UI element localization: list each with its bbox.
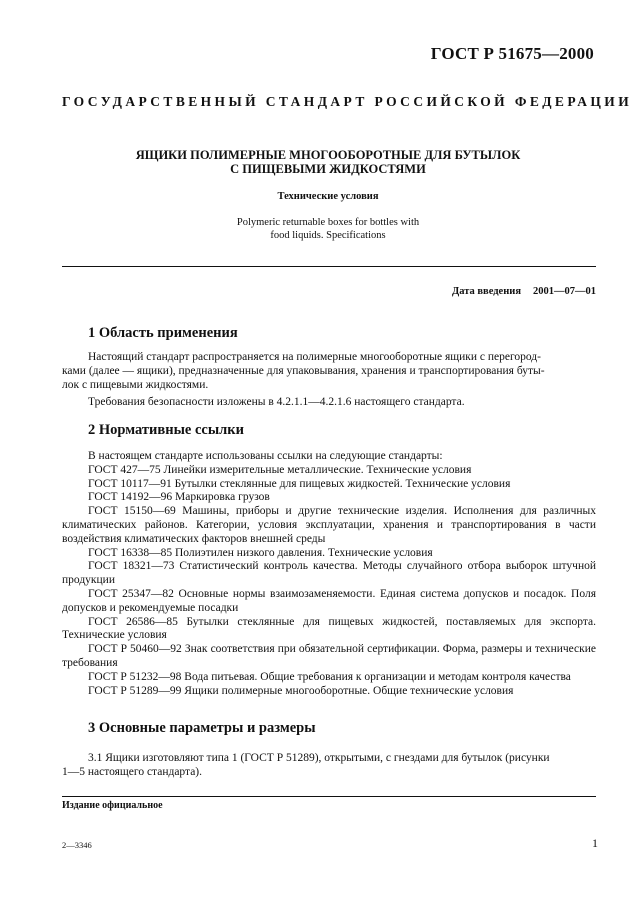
reference-item: ГОСТ Р 51289—99 Ящики полимерные многооборотные. Общие технические условия <box>88 684 514 697</box>
reference-item: ГОСТ 16338—85 Полиэтилен низкого давления. Технические условия <box>88 546 433 559</box>
english-title-line-2: food liquids. Specifications <box>270 230 386 241</box>
introduction-date-value: 2001—07—01 <box>533 286 596 297</box>
text-line: лок с пищевыми жидкостями. <box>62 378 209 391</box>
title-line-2: С ПИЩЕВЫМИ ЖИДКОСТЯМИ <box>230 162 426 176</box>
reference-item: ГОСТ 26586—85 Бутылки стеклянные для пищевых жидкостей, поставляемых для экспорта. Технические условия <box>62 615 596 642</box>
reference-item: ГОСТ 14192—96 Маркировка грузов <box>88 491 270 504</box>
section-3-heading: 3 Основные параметры и размеры <box>88 720 316 736</box>
bottom-divider <box>62 796 596 797</box>
reference-item: ГОСТ 18321—73 Статистический контроль качества. Методы случайного отбора выборок штучной продукции <box>62 560 596 587</box>
text-line: Требования безопасности изложены в 4.2.1.1—4.2.1.6 настоящего стандарта. <box>88 396 465 408</box>
reference-item: ГОСТ 15150—69 Машины, приборы и другие технические изделия. Исполнения для различных климатических районов. Категории, условия эксплуатации, хранения и транспортирования в части воздействия климатических факторов внешней среды <box>62 505 596 545</box>
introduction-date-label: Дата введения <box>452 286 521 297</box>
introduction-date <box>452 286 596 297</box>
document-code: ГОСТ Р 51675—2000 <box>430 44 594 63</box>
title-line-1: ЯЩИКИ ПОЛИМЕРНЫЕ МНОГООБОРОТНЫЕ ДЛЯ БУТЫЛОК <box>135 148 521 162</box>
reference-item: ГОСТ Р 51232—98 Вода питьевая. Общие требования к организации и методам контроля качества <box>88 670 571 683</box>
page-number: 1 <box>592 836 598 850</box>
reference-item: ГОСТ 25347—82 Основные нормы взаимозаменяемости. Единая система допусков и посадок. Поля допусков и рекомендуемые посадки <box>62 587 596 614</box>
reference-item: ГОСТ 427—75 Линейки измерительные металлические. Технические условия <box>88 463 472 476</box>
text-line: ками (далее — ящики), предназначенные для упаковывания, хранения и транспортирования буты- <box>62 364 545 377</box>
top-divider <box>62 266 596 267</box>
english-title-line-1: Polymeric returnable boxes for bottles with <box>236 217 420 228</box>
section-1-heading: 1 Область применения <box>88 325 238 341</box>
agency-header: ГОСУДАРСТВЕННЫЙ СТАНДАРТ РОССИЙСКОЙ ФЕДЕРАЦИИ <box>62 94 633 109</box>
normative-references-list <box>62 450 596 698</box>
reference-item: ГОСТ 10117—91 Бутылки стеклянные для пищевых жидкостей. Технические условия <box>88 477 511 490</box>
document-title <box>62 148 594 176</box>
reference-item: ГОСТ Р 50460—92 Знак соответствия при обязательной сертификации. Форма, размеры и технические требования <box>62 643 596 669</box>
section-3-paragraph-1 <box>62 752 596 780</box>
text-line: 3.1 Ящики изготовляют типа 1 (ГОСТ Р 51289), открытыми, с гнездами для бутылок (рисунки <box>88 752 550 764</box>
section-1-paragraph-1 <box>62 351 596 392</box>
section-2-heading: 2 Нормативные ссылки <box>88 422 244 438</box>
text-line: 1—5 настоящего стандарта). <box>62 765 203 778</box>
document-subtitle: Технические условия <box>277 191 379 202</box>
print-code: 2—3346 <box>62 840 92 850</box>
references-intro: В настоящем стандарте использованы ссылки на следующие стандарты: <box>88 450 443 462</box>
english-title <box>62 216 594 242</box>
official-edition-label: Издание официальное <box>62 800 163 811</box>
section-1-paragraph-2 <box>62 396 596 410</box>
text-line: Настоящий стандарт распространяется на полимерные многооборотные ящики с перегород- <box>88 351 541 363</box>
